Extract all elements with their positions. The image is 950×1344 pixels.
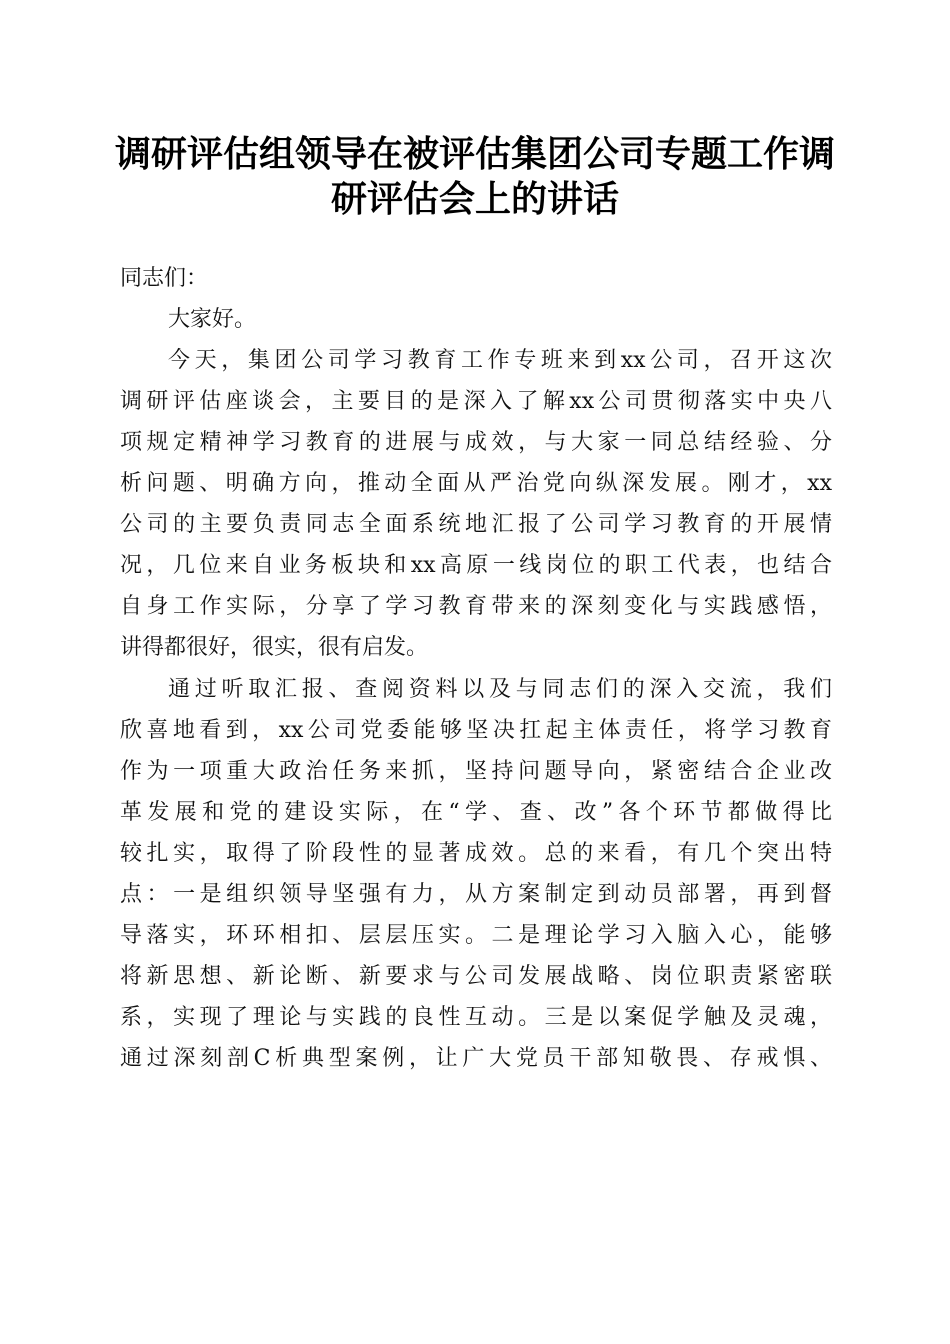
paragraph bbox=[120, 669, 832, 1079]
paragraph-line: 系，实现了理论与实践的良性互动。三是以案促学触及灵魂， bbox=[120, 1005, 832, 1030]
salutation: 同志们： bbox=[120, 266, 209, 291]
paragraph-line: 调研评估座谈会，主要目的是深入了解xx公司贯彻落实中央八 bbox=[120, 389, 832, 414]
paragraph-line: 今天，集团公司学习教育工作专班来到xx公司，召开这次 bbox=[168, 348, 832, 373]
paragraph-line: 况，几位来自业务板块和xx高原一线岗位的职工代表，也结合 bbox=[120, 553, 832, 578]
paragraph-line: 作为一项重大政治任务来抓，坚持问题导向，紧密结合企业改 bbox=[120, 759, 832, 784]
title-line: 调研评估组领导在被评估集团公司专题工作调 bbox=[114, 133, 835, 175]
document-body bbox=[120, 258, 832, 1080]
paragraph-line: 欣喜地看到，xx公司党委能够坚决扛起主体责任，将学习教育 bbox=[120, 718, 832, 743]
title-line: 研评估会上的讲话 bbox=[330, 178, 619, 220]
paragraph-line: 较扎实，取得了阶段性的显著成效。总的来看，有几个突出特 bbox=[120, 841, 832, 866]
paragraph-line: 点：一是组织领导坚强有力，从方案制定到动员部署，再到督 bbox=[120, 882, 832, 907]
paragraph-line: 自身工作实际，分享了学习教育带来的深刻变化与实践感悟， bbox=[120, 594, 832, 619]
paragraph-line: 革发展和党的建设实际，在“学、查、改”各个环节都做得比 bbox=[120, 800, 832, 825]
paragraph-line: 通过听取汇报、查阅资料以及与同志们的深入交流，我们 bbox=[168, 677, 832, 702]
paragraph-line: 通过深刻剖C析典型案例，让广大党员干部知敬畏、存戒惧、 bbox=[120, 1046, 832, 1071]
paragraph-line: 析问题、明确方向，推动全面从严治党向纵深发展。刚才，xx bbox=[120, 471, 832, 496]
paragraph-line: 导落实，环环相扣、层层压实。二是理论学习入脑入心，能够 bbox=[120, 923, 832, 948]
paragraph-line: 公司的主要负责同志全面系统地汇报了公司学习教育的开展情 bbox=[120, 512, 832, 537]
document-title bbox=[100, 132, 850, 222]
paragraph-line: 项规定精神学习教育的进展与成效，与大家一同总结经验、分 bbox=[120, 430, 832, 455]
greeting: 大家好。 bbox=[168, 307, 257, 332]
paragraph bbox=[120, 340, 832, 668]
paragraph-line: 讲得都很好，很实，很有启发。 bbox=[120, 635, 429, 660]
paragraph-line: 将新思想、新论断、新要求与公司发展战略、岗位职责紧密联 bbox=[120, 964, 832, 989]
